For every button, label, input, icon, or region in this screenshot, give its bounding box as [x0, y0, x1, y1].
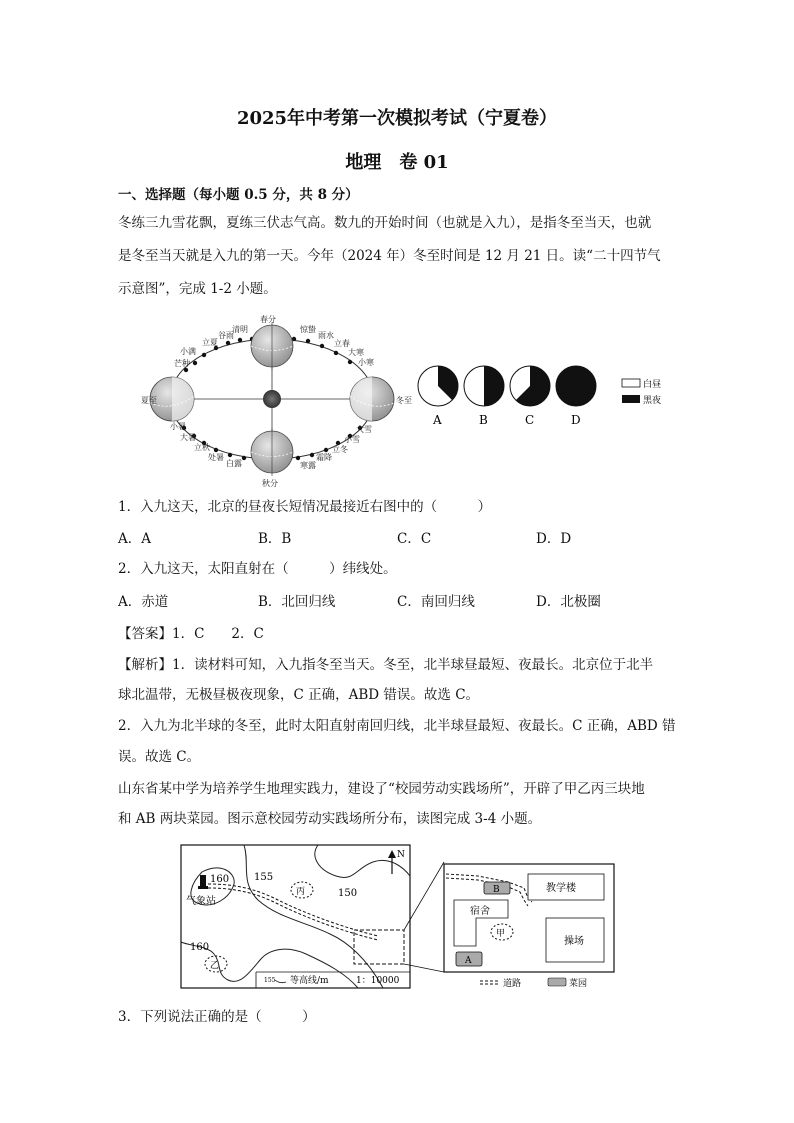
term-label: 白露 — [226, 459, 242, 468]
option: D．D — [536, 531, 572, 547]
term-label: 夏至 — [141, 396, 157, 405]
campus-map-figure — [178, 842, 618, 992]
analysis-line: 2．入九为北半球的冬至，此时太阳直射南回归线，北半球昼最短、夜最长。C 正确，ABD 错 — [118, 718, 676, 734]
term-label: 立夏 — [202, 338, 218, 347]
pie-night-slice — [556, 366, 596, 406]
contour-label: 150 — [338, 888, 358, 899]
pie-label: B — [479, 413, 488, 427]
svg-text:道路: 道路 — [503, 979, 522, 989]
question-stem: 3．下列说法正确的是（ ） — [118, 1009, 316, 1025]
contour-label: 155 — [254, 872, 274, 883]
svg-text:A: A — [465, 956, 472, 966]
pie-night-slice — [484, 366, 504, 406]
option: C．南回归线 — [397, 594, 475, 610]
svg-text:155: 155 — [264, 977, 276, 984]
term-label: 大寒 — [348, 348, 364, 357]
term-label: 秋分 — [262, 479, 278, 488]
analysis-line: 误。故选 C。 — [118, 749, 201, 765]
term-label: 立春 — [334, 339, 350, 348]
svg-text:N: N — [397, 850, 405, 860]
svg-text:教学楼: 教学楼 — [546, 883, 576, 894]
term-label: 小暑 — [170, 422, 186, 431]
term-label: 大雪 — [356, 425, 372, 434]
term-label: 寒露 — [300, 461, 316, 470]
earth-spring — [251, 322, 293, 370]
intro-line: 冬练三九雪花飘，夏练三伏志气高。数九的开始时间（也就是入九），是指冬至当天，也就 — [118, 215, 652, 231]
answer: 【答案】1．C 2．C — [118, 626, 264, 642]
intro-line: 山东省某中学为培养学生地理实践力，建设了“校园劳动实践场所”，开辟了甲乙丙三块地 — [118, 781, 645, 797]
option: B．北回归线 — [258, 594, 336, 610]
svg-text:操场: 操场 — [564, 936, 584, 947]
question-stem: 1．入九这天，北京的昼夜长短情况最接近右图中的（ ） — [118, 499, 492, 515]
analysis-line: 球北温带，无极昼极夜现象，C 正确，ABD 错误。故选 C。 — [118, 687, 480, 703]
option: C．C — [397, 531, 432, 547]
term-label: 清明 — [232, 325, 248, 334]
svg-text:丙: 丙 — [296, 887, 306, 897]
term-label: 处暑 — [208, 453, 224, 462]
contour-label: 160 — [190, 942, 210, 953]
legend-day-label: 白昼 — [643, 380, 662, 390]
legend-night-label: 黑夜 — [643, 396, 662, 406]
term-label: 雨水 — [318, 331, 334, 340]
option: D．北极圈 — [536, 594, 601, 610]
term-label: 大暑 — [180, 433, 196, 442]
term-label: 惊蛰 — [300, 325, 316, 334]
svg-text:B: B — [493, 885, 500, 895]
pie-legend — [622, 378, 661, 406]
option: B．B — [258, 531, 292, 547]
svg-text:宿舍: 宿舍 — [470, 906, 490, 917]
earth-autumn — [251, 428, 293, 476]
term-label: 立秋 — [194, 443, 210, 452]
question-stem: 2．入九这天，太阳直射在（ ）纬线处。 — [118, 561, 397, 577]
option: A．赤道 — [118, 594, 169, 610]
term-label: 谷雨 — [218, 331, 234, 340]
option: A．A — [118, 531, 151, 547]
svg-text:乙: 乙 — [210, 961, 220, 971]
svg-text:菜园: 菜园 — [569, 979, 588, 989]
term-label: 芒种 — [174, 359, 190, 368]
svg-text:等高线/m: 等高线/m — [290, 976, 329, 986]
term-label: 小满 — [180, 347, 196, 356]
pie-label: A — [433, 413, 442, 427]
term-label: 小雪 — [344, 435, 360, 444]
earth-winter — [350, 377, 394, 421]
analysis-line: 【解析】1．读材料可知，入九指冬至当天。冬至，北半球昼最短、夜最长。北京位于北半 — [118, 657, 654, 673]
pie-label: D — [571, 413, 581, 427]
inset-legend — [480, 977, 587, 989]
sun-icon — [263, 390, 281, 408]
intro-line: 和 AB 两块菜园。图示意校园劳动实践场所分布，读图完成 3-4 小题。 — [118, 811, 542, 827]
intro-line: 是冬至当天就是入九的第一天。今年（2024 年）冬至时间是 12 月 21 日。读“二十四节气 — [118, 248, 661, 264]
term-label: 春分 — [260, 315, 276, 324]
solar-terms-figure — [140, 308, 680, 488]
day-night-pies — [418, 366, 596, 427]
term-label: 霜降 — [316, 453, 332, 462]
svg-text:甲: 甲 — [496, 929, 506, 939]
intro-line: 示意图”，完成 1-2 小题。 — [118, 281, 277, 297]
term-label: 立冬 — [332, 445, 348, 454]
svg-text:1：10000: 1：10000 — [356, 976, 400, 986]
page-subtitle: 地理 卷 01 — [345, 152, 449, 173]
pie-label: C — [525, 413, 535, 427]
contour-label: 160 — [210, 874, 230, 885]
page-title: 2025年中考第一次模拟考试（宁夏卷） — [236, 108, 558, 129]
weather-station-label: 气象站 — [186, 896, 216, 907]
term-label: 小寒 — [358, 358, 374, 367]
term-label: 冬至 — [396, 396, 412, 405]
section-heading: 一、选择题（每小题 0.5 分，共 8 分） — [118, 187, 359, 203]
